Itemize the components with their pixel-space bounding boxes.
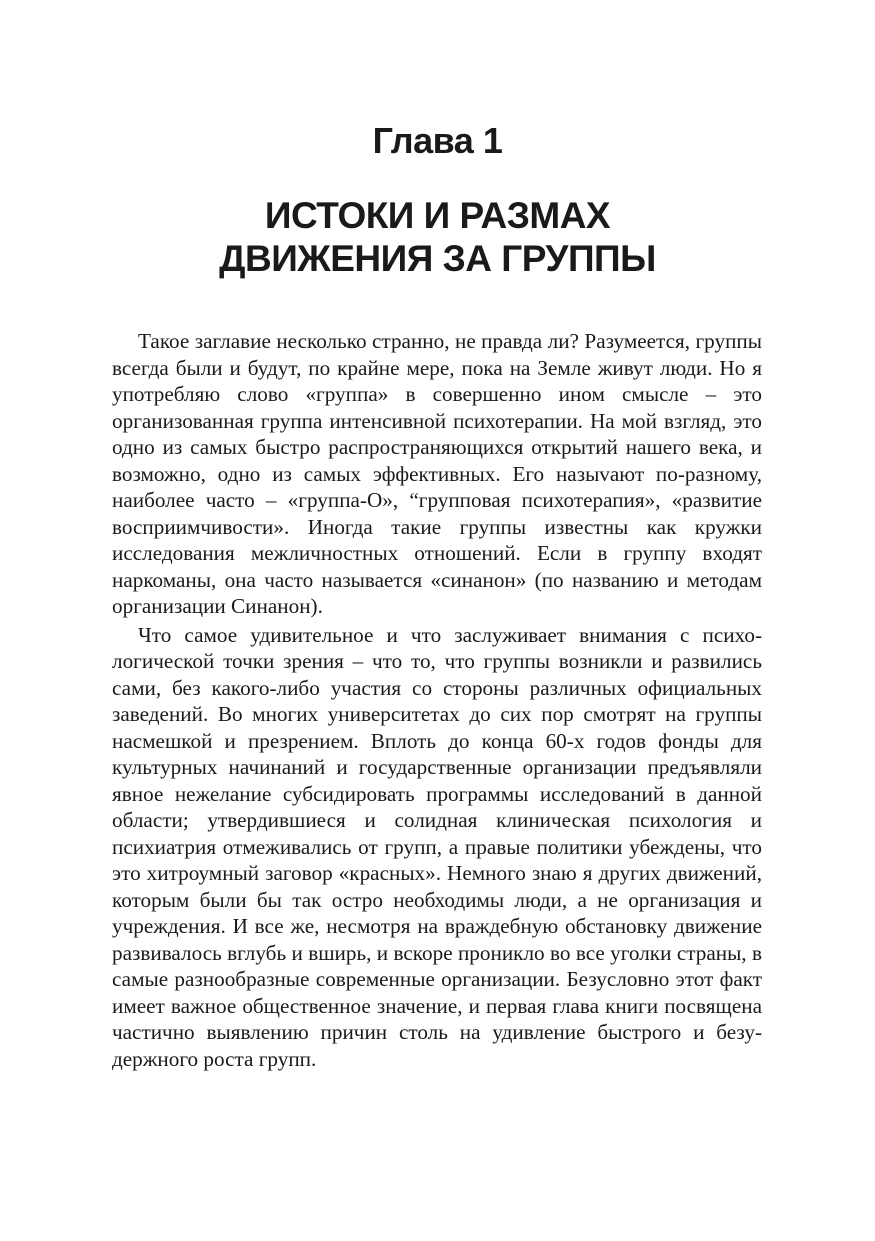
chapter-title [0,194,875,280]
chapter-body [112,328,762,1072]
paragraph-1: Такое заглавие несколько странно, не правда ли? Разумеется, группы всегда были и будут, по крайне мере, пока на Земле живут люди. Но я употребляю слово «группа» в совершенно ином смысле – это организованная группа интенсивной психотерапии. На мой взгляд, это одно из самых быстро распространяющихся открытий нашего века, и возможно, одно из самых эффективных. Его назыvают по-разному, наиболее часто – «группа-О», “групповая психотерапия», «развитие восприимчивости». Иногда такие группы известны как кружки исследования межличностных отношений. Если в группу входят наркоманы, она часто называется «синанон» (по названию и методам организации Синанон). [112,329,762,618]
chapter-title-line-2: ДВИЖЕНИЯ ЗА ГРУППЫ [219,238,656,279]
chapter-label: Глава 1 [372,120,503,161]
paragraph-2: Что самое удивительное и что заслуживает внимания с психологической точки зрения – что то, что группы возникли и развились сами, без какого-либо участия со стороны различных официальных заведений. Во многих университетах до сих пор смотрят на группы насмешкой и презрением. Вплоть до конца 60-х годов фонды для культурных начинаний и государственные организации предъявляли явное нежелание субсидировать программы исследований в данной области; утвердившиеся и солидная клиническая психология и психиатрия отмеживались от групп, а правые политики убеждены, что это хитроумный заговор «красных». Немного знаю я других движений, которым были бы так остро необходимы люди, а не организация и учреждения. И все же, несмотря на враждебную обстановку движение развивалось вглубь и вширь, и вскоре проникло во все уголки страны, в самые разнообразные современные организации. Безусловно этот факт имеет важное общественное значение, и первая глава книги посвящена частично выявлению причин столь на удивление быстрого и безудержного роста групп. [112,622,762,1071]
chapter-title-line-1: ИСТОКИ И РАЗМАХ [264,195,611,236]
